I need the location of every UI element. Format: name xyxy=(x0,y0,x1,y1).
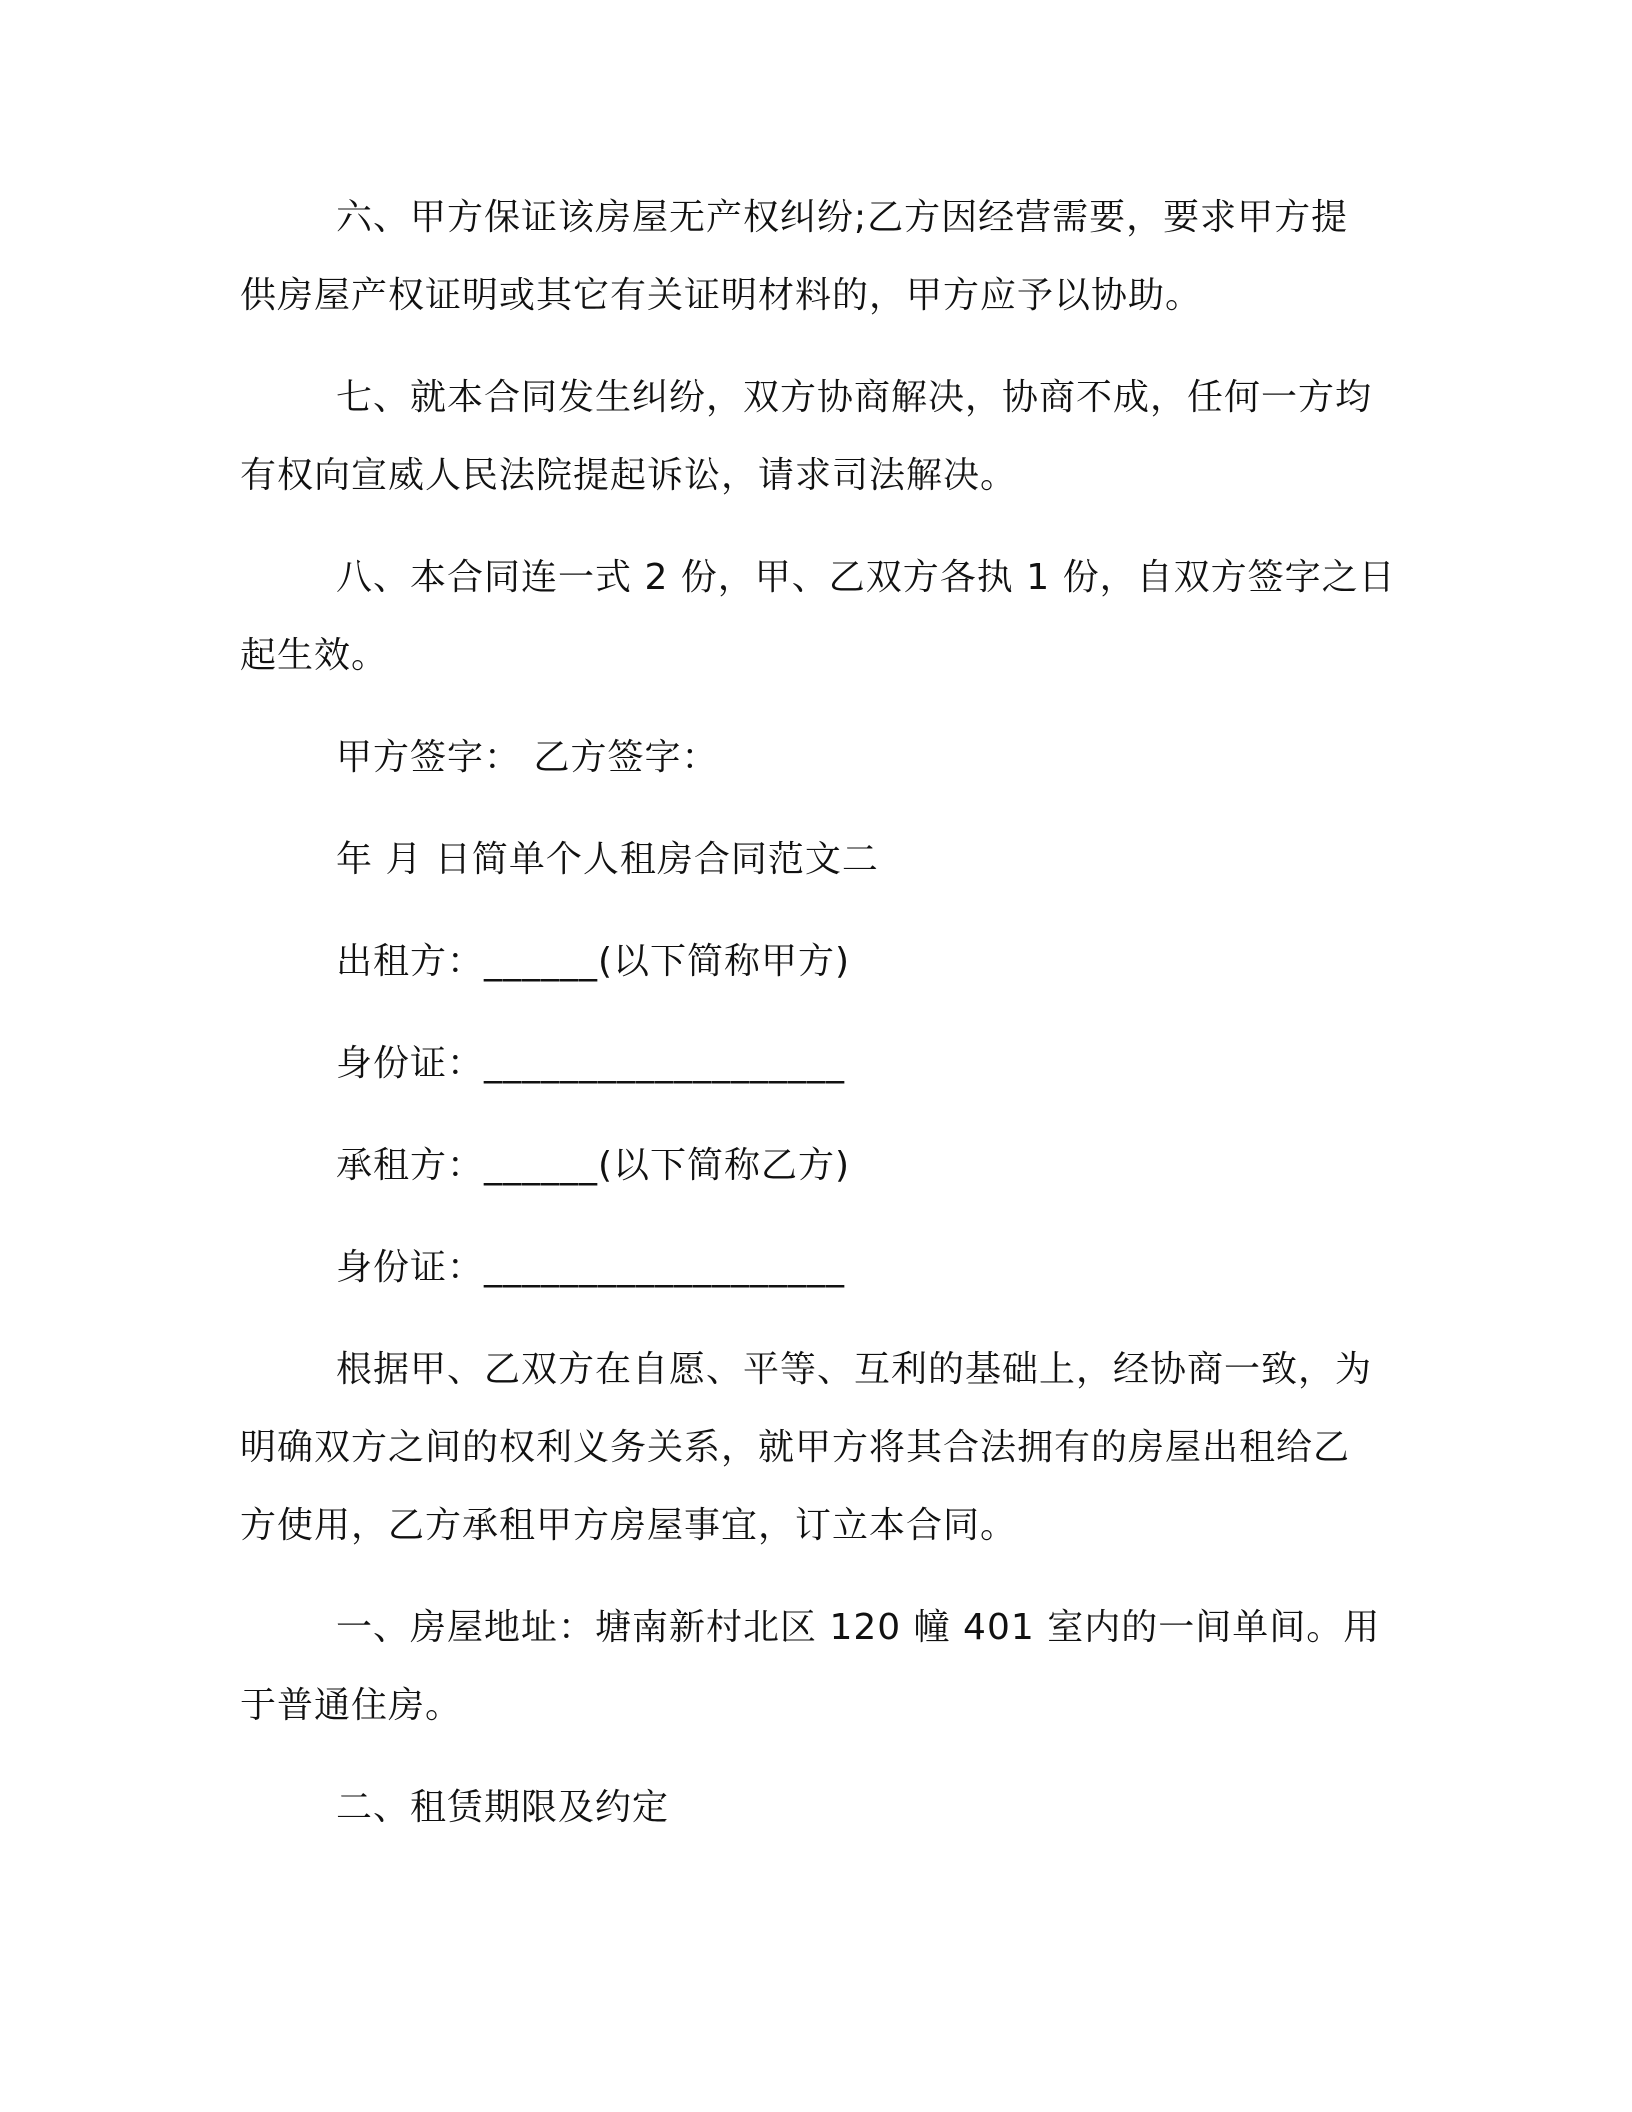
section-1-line-2: 于普通住房。 xyxy=(240,1685,463,1726)
lessor-id-field: 身份证：___________________ xyxy=(336,1043,846,1084)
signature-line: 甲方签字： 乙方签字： xyxy=(336,737,719,778)
preamble-line-3: 方使用，乙方承租甲方房屋事宜，订立本合同。 xyxy=(240,1505,1018,1546)
clause-7-line-1: 七、就本合同发生纠纷，双方协商解决，协商不成，任何一方均 xyxy=(336,377,1373,418)
clause-6-line-2: 供房屋产权证明或其它有关证明材料的，甲方应予以协助。 xyxy=(240,275,1203,316)
section-2-heading: 二、租赁期限及约定 xyxy=(336,1787,670,1828)
lessee-id-field: 身份证：___________________ xyxy=(336,1247,846,1288)
date-and-title-line: 年 月 日简单个人租房合同范文二 xyxy=(336,839,879,880)
preamble-line-2: 明确双方之间的权利义务关系，就甲方将其合法拥有的房屋出租给乙 xyxy=(240,1427,1351,1468)
clause-7-line-2: 有权向宣威人民法院提起诉讼，请求司法解决。 xyxy=(240,455,1018,496)
section-1-line-1: 一、房屋地址：塘南新村北区 120 幢 401 室内的一间单间。用 xyxy=(336,1607,1381,1648)
lessee-field: 承租方：______(以下简称乙方) xyxy=(336,1145,851,1186)
lessor-field: 出租方：______(以下简称甲方) xyxy=(336,941,851,982)
preamble-line-1: 根据甲、乙双方在自愿、平等、互利的基础上，经协商一致，为 xyxy=(336,1349,1373,1390)
clause-6-line-1: 六、甲方保证该房屋无产权纠纷;乙方因经营需要，要求甲方提 xyxy=(336,197,1349,238)
clause-8-line-1: 八、本合同连一式 2 份，甲、乙双方各执 1 份，自双方签字之日 xyxy=(336,557,1396,598)
clause-8-line-2: 起生效。 xyxy=(240,635,389,676)
